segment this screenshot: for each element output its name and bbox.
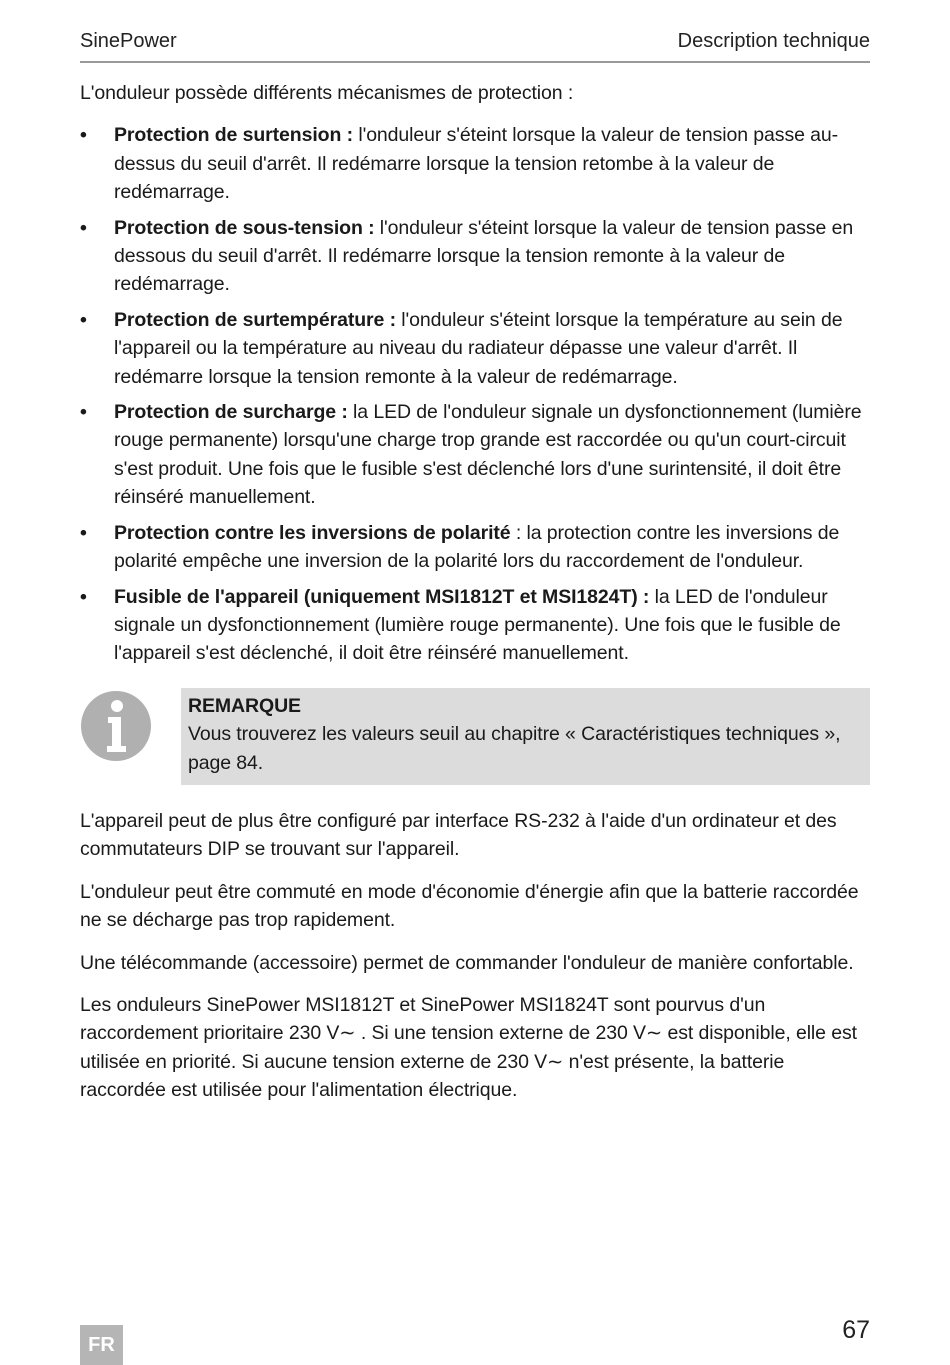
paragraph: L'appareil peut de plus être configuré par interface RS-232 à l'aide d'un ordinateur et des commutateurs DIP se trouvant sur l'appareil. [80, 809, 837, 861]
bullet-icon: • [80, 521, 87, 544]
bullet-icon: • [80, 124, 87, 147]
list-item-text: : la protection contre les inversions de polarité empêche une inversion de la polarité lors du raccordement de l'onduleur. [114, 521, 840, 573]
note-text: Vous trouverez les valeurs seuil au chapitre « Caractéristiques techniques », page 84. [188, 723, 841, 774]
list-item-title: Protection de surtempérature : [114, 308, 396, 331]
list-item [80, 121, 870, 206]
header-section: Description technique [677, 30, 870, 52]
bullet-icon: • [80, 308, 87, 331]
page-header [80, 30, 870, 63]
list-item-text: l'onduleur s'éteint lorsque la valeur de tension passe au-dessus du seuil d'arrêt. Il redémarre lorsque la tension retombe à la valeur de redémarrage. [114, 124, 839, 204]
list-item-title: Protection de surcharge : [114, 401, 348, 424]
list-item [80, 583, 870, 668]
paragraph: L'onduleur peut être commuté en mode d'économie d'énergie afin que la batterie raccordée ne se décharge pas trop rapidement. [80, 880, 859, 932]
list-item [80, 214, 870, 299]
bullet-icon: • [80, 585, 87, 608]
info-icon [80, 690, 152, 762]
intro-paragraph: L'onduleur possède différents mécanismes de protection : [80, 82, 574, 104]
note-callout [80, 688, 870, 785]
bullet-icon: • [80, 216, 87, 239]
note-box [181, 688, 870, 785]
list-item-text: la LED de l'onduleur signale un dysfonctionnement (lumière rouge permanente) lorsqu'une charge trop grande est raccordée ou qu'un court-circuit s'est produit. Une fois que le fusible s'est déclenché lors d'une surintensité, il doit être réinséré manuellement. [114, 401, 862, 509]
paragraph: Les onduleurs SinePower MSI1812T et SinePower MSI1824T sont pourvus d'un raccordement prioritaire 230 V∼ . Si une tension externe de 230 V∼ est disponible, elle est utilisée en priorité. Si aucune tension externe de 230 V∼ n'est présente, la batterie raccordée est utilisée pour l'alimentation électrique. [80, 993, 857, 1102]
list-item-title: Protection contre les inversions de polarité [114, 521, 511, 544]
paragraph: Une télécommande (accessoire) permet de commander l'onduleur de manière confortable. [80, 951, 854, 974]
header-product: SinePower [80, 30, 177, 52]
list-item-title: Protection de surtension : [114, 124, 354, 147]
list-item-text: la LED de l'onduleur signale un dysfonctionnement (lumière rouge permanente). Une fois que le fusible de l'appareil s'est déclenché, il doit être réinséré manuellement. [114, 585, 841, 665]
list-item-text: l'onduleur s'éteint lorsque la température au sein de l'appareil ou la température au niveau du radiateur dépasse une valeur d'arrêt. Il redémarre lorsque la tension remonte à la valeur de redémarrage. [114, 308, 843, 388]
note-icon-area [80, 688, 181, 785]
protection-list [80, 121, 870, 667]
language-tab: FR [80, 1325, 123, 1365]
bullet-icon: • [80, 401, 87, 424]
list-item-text: l'onduleur s'éteint lorsque la valeur de tension passe en dessous du seuil d'arrêt. Il redémarre lorsque la tension remonte à la valeur de redémarrage. [114, 216, 854, 296]
page-number: 67 [842, 1316, 870, 1344]
note-title: REMARQUE [188, 694, 301, 717]
list-item [80, 519, 870, 576]
list-item [80, 306, 870, 391]
list-item [80, 398, 870, 512]
list-item-title: Fusible de l'appareil (uniquement MSI1812T et MSI1824T) : [114, 585, 650, 608]
page-content [80, 79, 870, 1119]
list-item-title: Protection de sous-tension : [114, 216, 375, 239]
